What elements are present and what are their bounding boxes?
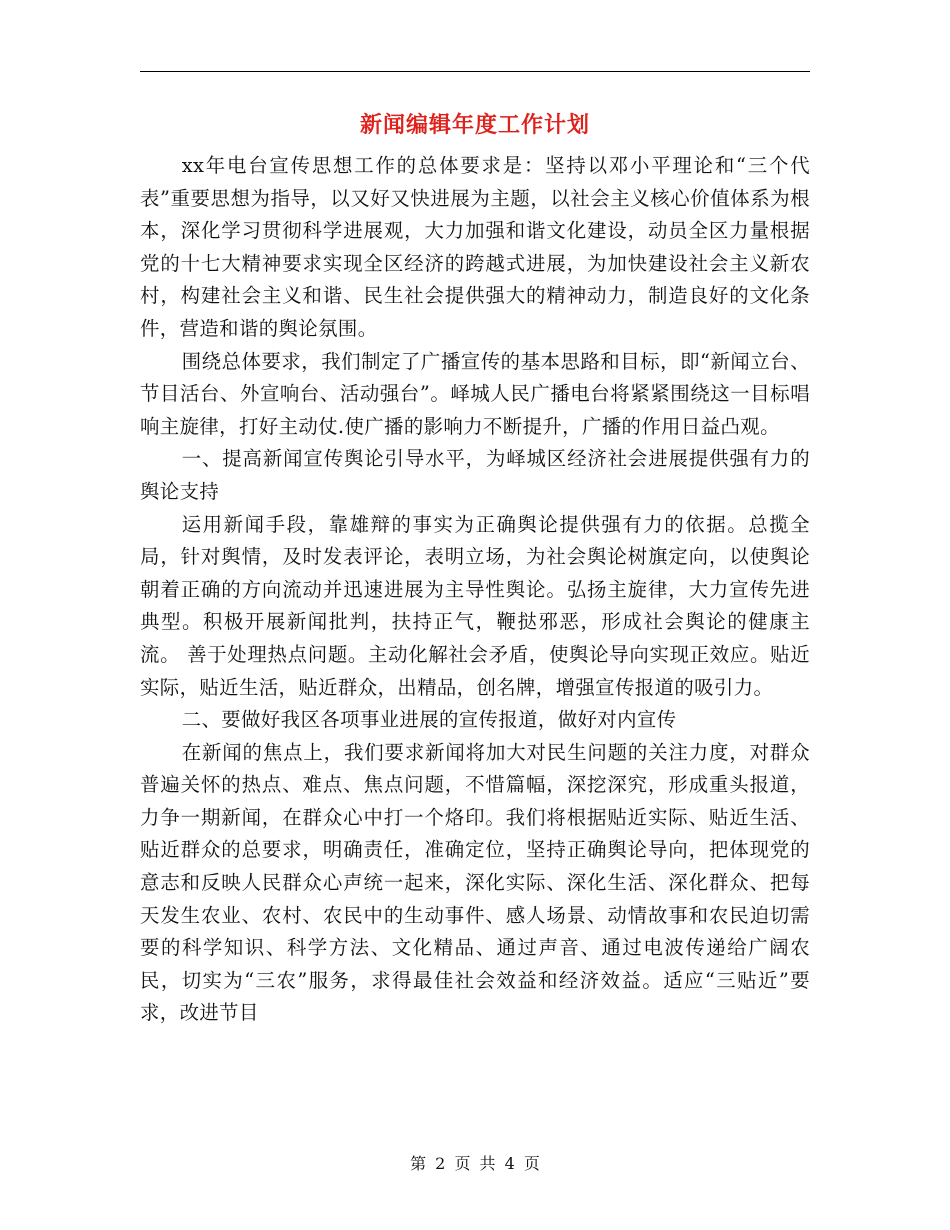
page-footer: 第 2 页 共 4 页 xyxy=(410,1154,540,1173)
section-heading-2: 二、要做好我区各项事业进展的宣传报道，做好对内宣传 xyxy=(181,708,677,732)
paragraph-section-1: 运用新闻手段，靠雄辩的事实为正确舆论提供强有力的依据。总揽全局，针对舆情，及时发表评论，表明立场，为社会舆论树旗定向，以使舆论朝着正确的方向流动并迅速进展为主导性舆论。弘扬主旋律，大力宣传先进典型。积极开展新闻批判，扶持正气，鞭挞邪恶，形成社会舆论的健康主流。 善于处理热点问题。主动化解社会矛盾，使舆论导向实现正效应。贴近实际，贴近生活，贴近群众，出精品，创名牌，增强宣传报道的吸引力。 xyxy=(140,512,810,699)
paragraph-goals: 围绕总体要求，我们制定了广播宣传的基本思路和目标，即“新闻立台、节目活台、外宣响台、活动强台”。峄城人民广播电台将紧紧围绕这一目标唱响主旋律，打好主动仗.使广播的影响力不断提升，广播的作用日益凸观。 xyxy=(140,349,810,438)
document-title: 新闻编辑年度工作计划 xyxy=(359,112,590,138)
header-rule xyxy=(140,71,810,72)
section-heading-1: 一、提高新闻宣传舆论引导水平，为峄城区经济社会进展提供强有力的舆论支持 xyxy=(140,447,810,503)
paragraph-section-2: 在新闻的焦点上，我们要求新闻将加大对民生问题的关注力度，对群众普遍关怀的热点、难点、焦点问题，不惜篇幅，深挖深究，形成重头报道，力争一期新闻，在群众心中打一个烙印。我们将根据贴近实际、贴近生活、贴近群众的总要求，明确责任，准确定位，坚持正确舆论导向，把体现党的意志和反映人民群众心声统一起来，深化实际、深化生活、深化群众、把每天发生农业、农村、农民中的生动事件、感人场景、动情故事和农民迫切需要的科学知识、科学方法、文化精品、通过声音、通过电波传递给广阔农民，切实为“三农”服务，求得最佳社会效益和经济效益。适应“三贴近”要求，改进节目 xyxy=(140,740,810,1025)
paragraph-intro: xx年电台宣传思想工作的总体要求是：坚持以邓小平理论和“三个代表”重要思想为指导，以又好又快进展为主题，以社会主义核心价值体系为根本，深化学习贯彻科学进展观，大力加强和谐文化建设，动员全区力量根据党的十七大精神要求实现全区经济的跨越式进展，为加快建设社会主义新农村，构建社会主义和谐、民生社会提供强大的精神动力，制造良好的文化条件，营造和谐的舆论氛围。 xyxy=(140,154,810,340)
document-body xyxy=(140,150,810,1030)
